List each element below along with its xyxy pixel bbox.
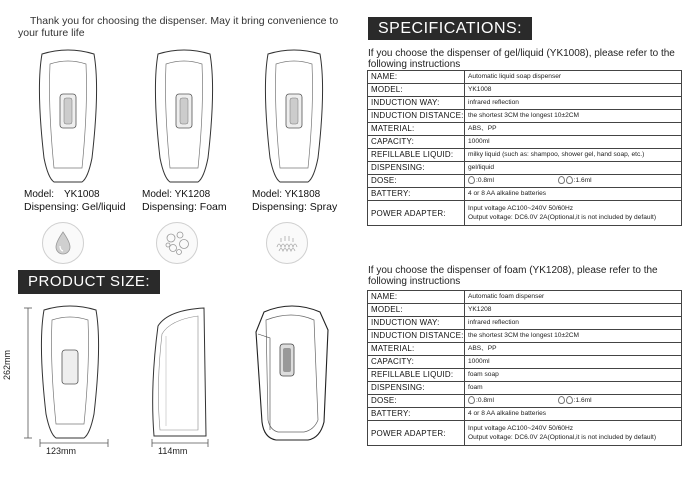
spec-value: 4 or 8 AA alkaline batteries bbox=[465, 188, 682, 201]
spec-key: MODEL: bbox=[368, 304, 465, 317]
spec-value-dose bbox=[465, 395, 682, 408]
spec-key: INDUCTION DISTANCE: bbox=[368, 330, 465, 343]
spray-mist-icon bbox=[266, 222, 308, 264]
table-row bbox=[368, 408, 682, 421]
spec-value: milky liquid (such as: shampoo, shower gel, hand soap, etc.) bbox=[465, 149, 682, 162]
spec-value: YK1208 bbox=[465, 304, 682, 317]
spec-value: foam soap bbox=[465, 369, 682, 382]
table-row bbox=[368, 123, 682, 136]
foam-spec-intro: If you choose the dispenser of foam (YK1208), please refer to the following instructions bbox=[368, 265, 658, 287]
power-output: Output voltage: DC6.0V 2A(Optional,it is not included by default) bbox=[468, 214, 657, 221]
model-dispensing: Dispensing: Gel/liquid bbox=[24, 201, 126, 213]
model-name: Model: YK1808 bbox=[252, 189, 321, 200]
table-row bbox=[368, 356, 682, 369]
spec-key: DOSE: bbox=[368, 395, 465, 408]
spec-value: ABS、PP bbox=[465, 343, 682, 356]
spec-value: the shortest 3CM the longest 10±2CM bbox=[465, 110, 682, 123]
product-size-banner: PRODUCT SIZE: bbox=[18, 270, 160, 294]
spec-value-power bbox=[465, 201, 682, 226]
front-view bbox=[41, 306, 98, 438]
intro-text: Thank you for choosing the dispenser. May it bring convenience to your future life bbox=[18, 15, 339, 39]
dispenser-yk1808-drawing bbox=[265, 50, 322, 182]
table-row bbox=[368, 162, 682, 175]
spec-value: infrared reflection bbox=[465, 317, 682, 330]
double-drop-icon bbox=[558, 397, 574, 404]
dispenser-yk1208-drawing bbox=[155, 50, 212, 182]
single-drop-icon bbox=[468, 177, 476, 184]
foam-bubbles-icon bbox=[156, 222, 198, 264]
spec-value: gel/liquid bbox=[465, 162, 682, 175]
table-row bbox=[368, 382, 682, 395]
table-row bbox=[368, 304, 682, 317]
spec-key: INDUCTION DISTANCE: bbox=[368, 110, 465, 123]
dose-low: :0.8ml bbox=[476, 177, 494, 184]
table-row bbox=[368, 317, 682, 330]
spec-value: infrared reflection bbox=[465, 97, 682, 110]
model-dispensing: Dispensing: Foam bbox=[142, 201, 227, 213]
spec-key: MATERIAL: bbox=[368, 343, 465, 356]
spec-value: 4 or 8 AA alkaline batteries bbox=[465, 408, 682, 421]
spec-key: INDUCTION WAY: bbox=[368, 97, 465, 110]
dispenser-models-drawing bbox=[28, 48, 348, 188]
table-row bbox=[368, 330, 682, 343]
spec-key: POWER ADAPTER: bbox=[368, 421, 465, 446]
power-input: Input voltage AC100~240V 50/60Hz bbox=[468, 205, 574, 212]
model-name: Model: YK1008 bbox=[24, 189, 100, 200]
table-row bbox=[368, 395, 682, 408]
table-row bbox=[368, 201, 682, 226]
spec-key: REFILLABLE LIQUID: bbox=[368, 149, 465, 162]
table-row bbox=[368, 369, 682, 382]
product-size-drawing bbox=[10, 298, 355, 458]
dose-high: :1.6ml bbox=[573, 177, 592, 184]
spec-key: DISPENSING: bbox=[368, 382, 465, 395]
power-output: Output voltage: DC6.0V 2A(Optional,it is not included by default) bbox=[468, 434, 657, 441]
table-row bbox=[368, 188, 682, 201]
dose-high: :1.6ml bbox=[573, 397, 592, 404]
side-view bbox=[153, 308, 206, 436]
width-dimension-label: 123mm bbox=[46, 446, 77, 456]
model-name: Model: YK1208 bbox=[142, 189, 211, 200]
spec-key: NAME: bbox=[368, 71, 465, 84]
specifications-banner: SPECIFICATIONS: bbox=[368, 17, 532, 40]
perspective-view bbox=[256, 306, 328, 440]
spec-value: foam bbox=[465, 382, 682, 395]
power-input: Input voltage AC100~240V 50/60Hz bbox=[468, 425, 574, 432]
spec-key: NAME: bbox=[368, 291, 465, 304]
table-row bbox=[368, 421, 682, 446]
spec-value-dose bbox=[465, 175, 682, 188]
spec-key: POWER ADAPTER: bbox=[368, 201, 465, 226]
spec-value: ABS、PP bbox=[465, 123, 682, 136]
foam-spec-table bbox=[367, 290, 682, 446]
spec-key: CAPACITY: bbox=[368, 356, 465, 369]
table-row bbox=[368, 71, 682, 84]
spec-value: YK1008 bbox=[465, 84, 682, 97]
spec-key: REFILLABLE LIQUID: bbox=[368, 369, 465, 382]
spec-key: INDUCTION WAY: bbox=[368, 317, 465, 330]
spec-value: Automatic foam dispenser bbox=[465, 291, 682, 304]
spec-key: MODEL: bbox=[368, 84, 465, 97]
spec-key: MATERIAL: bbox=[368, 123, 465, 136]
table-row bbox=[368, 84, 682, 97]
spec-value: the shortest 3CM the longest 10±2CM bbox=[465, 330, 682, 343]
single-drop-icon bbox=[468, 397, 476, 404]
spec-key: DISPENSING: bbox=[368, 162, 465, 175]
model-caption-yk1208 bbox=[142, 188, 227, 214]
gel-spec-intro: If you choose the dispenser of gel/liquid (YK1008), please refer to the following instructions bbox=[368, 48, 675, 70]
table-row bbox=[368, 136, 682, 149]
table-row bbox=[368, 149, 682, 162]
spec-key: CAPACITY: bbox=[368, 136, 465, 149]
model-caption-yk1008 bbox=[24, 188, 126, 214]
height-dimension-label: 262mm bbox=[2, 349, 12, 380]
table-row bbox=[368, 110, 682, 123]
spec-value: 1000ml bbox=[465, 136, 682, 149]
liquid-drop-icon bbox=[42, 222, 84, 264]
spec-key: BATTERY: bbox=[368, 408, 465, 421]
gel-spec-table bbox=[367, 70, 682, 226]
table-row bbox=[368, 291, 682, 304]
model-caption-yk1808 bbox=[252, 188, 337, 214]
table-row bbox=[368, 97, 682, 110]
dispenser-yk1008-drawing bbox=[39, 50, 96, 182]
spec-value-power bbox=[465, 421, 682, 446]
spec-key: DOSE: bbox=[368, 175, 465, 188]
spec-value: Automatic liquid soap dispenser bbox=[465, 71, 682, 84]
spec-value: 1000ml bbox=[465, 356, 682, 369]
model-dispensing: Dispensing: Spray bbox=[252, 201, 338, 213]
table-row bbox=[368, 343, 682, 356]
table-row bbox=[368, 175, 682, 188]
spec-key: BATTERY: bbox=[368, 188, 465, 201]
dose-low: :0.8ml bbox=[476, 397, 494, 404]
depth-dimension-label: 114mm bbox=[158, 446, 188, 456]
double-drop-icon bbox=[558, 177, 574, 184]
